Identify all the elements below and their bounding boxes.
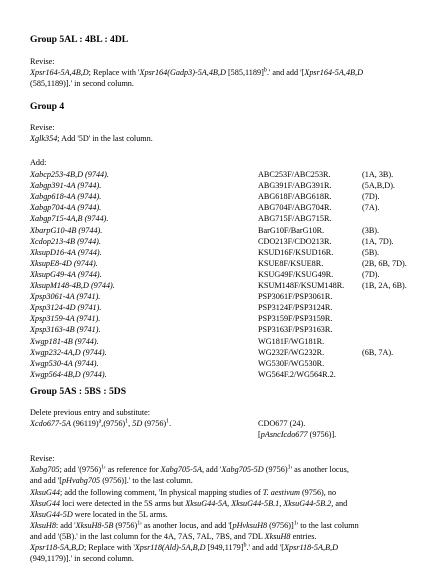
note-cell: (1A, 3B). — [362, 170, 394, 179]
text: .' and add '[ — [246, 543, 285, 552]
locus-cell: Xcdop213-4B (9744). — [30, 236, 101, 246]
xcdo677-probe: CDO677 (24). — [258, 419, 306, 428]
text: and add '(5B).' in the last column for the 4A, 7AS, 7AL, 7BS, and 7DL — [30, 532, 265, 541]
text: ,(9756) — [101, 419, 126, 428]
table-row — [0, 325, 439, 335]
table-row — [0, 303, 439, 313]
xpsr118-line1 — [30, 543, 338, 553]
superscript: b — [263, 67, 267, 74]
text: ' as another locus, and add '[ — [140, 521, 233, 530]
italic-term: Xpsr118-5A,B,D — [284, 543, 338, 552]
text: , — [128, 419, 133, 428]
italic-term: pHvabg705 — [61, 476, 101, 485]
note-cell: (1A, 7D). — [362, 236, 394, 246]
table-row — [0, 348, 439, 358]
locus-cell: Xabgp704-4A (9744). — [30, 203, 102, 213]
text: (9756)]. — [307, 430, 337, 439]
probe-cell: KSUD16F/KSUD16R. — [258, 247, 334, 257]
probe-cell: WG181F/WG181R. — [258, 336, 325, 346]
text: [949,1179] — [205, 543, 244, 552]
text: loci were detected in the 5S arms but — [60, 499, 186, 508]
text: ' as reference for — [104, 465, 161, 474]
text: ' to the last column — [296, 521, 359, 530]
section-heading-group4: Group 4 — [30, 101, 65, 112]
text: (9756) — [263, 465, 288, 474]
text: [585,1189] — [225, 68, 264, 77]
xpsr164-line2: (585,1189)].' in second column. — [30, 79, 134, 88]
revise-label: Revise: — [30, 123, 55, 132]
clone-name: pAsncIcdo677 — [260, 430, 308, 439]
note-cell: (2B, 6B, 7D). — [362, 258, 407, 268]
table-row — [0, 370, 439, 380]
superscript: 1 — [287, 464, 291, 471]
locus-cell: XbarpG10-4B (9744). — [30, 225, 103, 235]
superscript: 1 — [293, 520, 297, 527]
text: (949,1179)].' in second column. — [30, 554, 134, 563]
probe-cell: PSP3159F/PSP3159R. — [258, 314, 333, 324]
locus: Xglk354 — [30, 134, 58, 143]
italic-term: Xpsr118(Ald)-5A,B,D — [134, 543, 206, 552]
text: (9756) — [142, 419, 167, 428]
locus-cell: Xwgp232-4A,D (9744). — [30, 347, 107, 357]
note-cell: (7D). — [362, 192, 380, 202]
italic-term: XksuG44-5D — [30, 510, 73, 519]
table-row — [0, 237, 439, 247]
probe-cell: WG232F/WG232R. — [258, 347, 325, 357]
table-row — [0, 170, 439, 180]
xksug44-line3 — [30, 510, 168, 520]
locus-cell: Xabgp391-4A (9744). — [30, 181, 102, 191]
probe-cell: WG530F/WG530R. — [258, 358, 325, 368]
probe-cell: KSUG49F/KSUG49R. — [258, 269, 334, 279]
italic-term: XksuH8 — [264, 532, 291, 541]
italic-term: XksuG44-5A, XksuG44-5B.1, XksuG44-5B.2, — [185, 499, 334, 508]
probe-cell: ABG391F/ABG391R. — [258, 181, 332, 191]
superscript: 1 — [125, 418, 129, 425]
locus-cell: Xwgp181-4B (9744). — [30, 336, 99, 346]
probe-cell: BarG10F/BarG10R. — [258, 225, 325, 235]
locus-cell: Xpsp3124-4D (9741). — [30, 303, 102, 313]
xglk354-line — [30, 134, 153, 144]
locus-cell: Xpsp3163-4B (9741). — [30, 325, 101, 335]
probe-cell: KSUM148F/KSUM148R. — [258, 281, 345, 290]
text: [ — [258, 430, 261, 439]
locus: Xpsr164-5A,4B,D — [30, 68, 89, 77]
table-row — [0, 203, 439, 213]
locus-cell: Xabcp253-4B,D (9744). — [30, 170, 109, 179]
locus-cell: XksupM148-4B,D (9744). — [30, 281, 115, 290]
superscript: 1 — [137, 520, 141, 527]
table-row — [0, 337, 439, 347]
xksug44-line1 — [30, 488, 336, 498]
locus: Xpsr164-5A,4B,D — [304, 68, 363, 77]
italic-term: Xpsr118-5A,B,D — [30, 543, 84, 552]
table-row — [0, 292, 439, 302]
section-heading-5as: Group 5AS : 5BS : 5DS — [30, 386, 127, 397]
table-row — [0, 281, 439, 291]
table-row — [0, 270, 439, 280]
note-cell: (5B). — [362, 247, 380, 257]
italic-term: XksuH8-5B — [75, 521, 114, 530]
italic-term: XksuG44 — [30, 488, 61, 497]
xcdo677-locus-line — [30, 419, 171, 429]
table-row — [0, 181, 439, 191]
italic-term: Xabg705-5D — [221, 465, 264, 474]
table-row — [0, 192, 439, 202]
superscript: 1 — [101, 464, 105, 471]
text: , add ' — [201, 465, 222, 474]
xksug44-line2 — [30, 499, 347, 509]
text: (9756) — [113, 521, 138, 530]
table-row — [0, 226, 439, 236]
probe-cell: ABG618F/ABG618R. — [258, 192, 332, 202]
locus-cell: Xwgp564-4B,D (9744). — [30, 369, 107, 379]
locus-cell: Xpsp3159-4A (9741). — [30, 314, 101, 324]
locus-cell: XksupD16-4A (9744). — [30, 247, 102, 257]
table-row — [0, 314, 439, 324]
probe-cell: CDO213F/CDO213R. — [258, 236, 332, 246]
locus-cell: Xabgp715-4A,B (9744). — [30, 214, 109, 224]
locus-cell: Xpsp3061-4A (9741). — [30, 292, 101, 302]
note-cell: (1B, 2A, 6B). — [362, 281, 407, 290]
probe-cell: PSP3061F/PSP3061R. — [258, 292, 333, 302]
locus: Xpsr164(Gadp3)-5A,4B,D — [139, 68, 226, 77]
probe-cell: WG564F.2/WG564R.2. — [258, 369, 336, 379]
locus-cell: XksupE8-4D (9744). — [30, 258, 98, 268]
probe-cell: ABC253F/ABC253R. — [258, 170, 331, 179]
italic-term: Xabg705-5A — [160, 465, 202, 474]
text: .' and add '[ — [266, 68, 305, 77]
superscript: a — [98, 418, 102, 425]
text: entries. — [290, 532, 317, 541]
note-cell: (7D). — [362, 269, 380, 279]
table-row — [0, 248, 439, 258]
add-label: Add: — [30, 158, 47, 167]
section-heading-5al: Group 5AL : 4BL : 4DL — [30, 34, 129, 45]
text: ; add '(9756) — [59, 465, 102, 474]
table-row — [0, 259, 439, 269]
text: (96119) — [70, 419, 99, 428]
xpsr118-line2 — [30, 554, 134, 564]
italic-term: XksuH8 — [30, 521, 56, 530]
italic-term: Xabg705 — [30, 465, 60, 474]
text: ; Add '5D' in the last column. — [57, 134, 153, 143]
locus: 5D — [132, 419, 143, 428]
delete-line: Delete previous entry and substitute: — [30, 408, 151, 417]
probe-cell: ABG704F/ABG704R. — [258, 203, 332, 213]
xpsr164-line1 — [30, 68, 363, 78]
xabg705-line2 — [30, 476, 193, 486]
table-row — [0, 214, 439, 224]
probe-cell: PSP3124F/PSP3124R. — [258, 303, 333, 313]
text: and add '[ — [30, 476, 62, 485]
xcdo677-probe-source — [258, 430, 336, 440]
text: ; add the following comment, 'In physical mapping studies of — [60, 488, 263, 497]
probe-cell: KSUE8F/KSUE8R. — [258, 258, 324, 268]
note-cell: (3B). — [362, 225, 380, 235]
superscript: b — [243, 542, 247, 549]
revise-label: Revise: — [30, 454, 55, 463]
xabg705-line1 — [30, 465, 349, 475]
text: ; Replace with ' — [88, 68, 140, 77]
text: ' as another locus, — [290, 465, 349, 474]
xksuh8-line2 — [30, 532, 316, 542]
italic-term: pHvksuH8 — [232, 521, 268, 530]
locus: Xcdo677-5A — [30, 419, 71, 428]
note-cell: (6B, 7A). — [362, 347, 394, 357]
superscript: 1 — [166, 418, 170, 425]
text: (9756)].' to the last column. — [100, 476, 193, 485]
text: (9756), no — [299, 488, 337, 497]
text: (9756)] — [267, 521, 294, 530]
italic-term: T. aestivum — [262, 488, 300, 497]
text: ; Replace with ' — [83, 543, 135, 552]
text: . — [169, 419, 172, 428]
note-cell: (7A). — [362, 203, 380, 213]
text: : add ' — [55, 521, 76, 530]
locus-cell: Xabgp618-4A (9744). — [30, 192, 102, 202]
revise-label: Revise: — [30, 57, 55, 66]
italic-term: XksuG44 — [30, 499, 61, 508]
text: and — [333, 499, 348, 508]
locus-cell: Xwgp530-4A (9744). — [30, 358, 99, 368]
probe-cell: PSP3163F/PSP3163R. — [258, 325, 333, 335]
table-row — [0, 359, 439, 369]
text: were located in the 5L arms. — [72, 510, 168, 519]
locus-cell: XksupG49-4A (9744). — [30, 269, 102, 279]
note-cell: (5A,B,D). — [362, 181, 395, 191]
probe-cell: ABG715F/ABG715R. — [258, 214, 332, 224]
xksuh8-line1 — [30, 521, 359, 531]
